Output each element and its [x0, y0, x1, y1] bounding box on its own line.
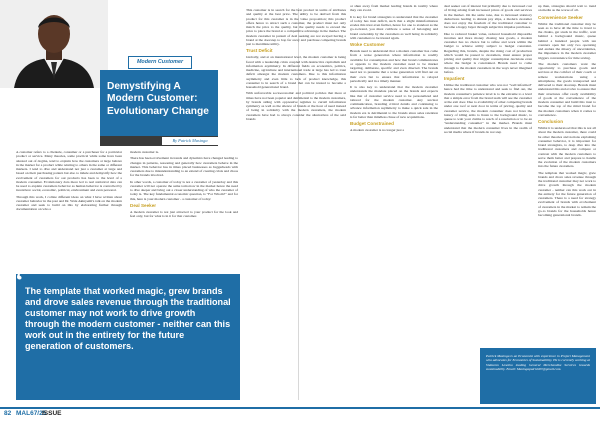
section-heading-woke-customer: Woke Customer [350, 42, 385, 47]
body-paragraph: In other words, a customer of today is not a customer of yesterday and this customer will not operate the same tomorrow in the market hence the need to dive deeper and bring out a closer understanding of who the customer of today is. The key fundamental economic question, is "For Whom?" and for this, here is your modern customer - a customer of today: [130, 179, 238, 201]
author-portrait-image [0, 0, 108, 88]
body-paragraph: A customer refers to a clientele, consumer or a purchaser for a particular product or service. Many theories, some practical while some have been attested out of dogma, tend to explain how the customers at large behave in the market for a product while relating to others in the same or different markets. I tend to dive and understand not just a customer at large and based on their purchasing pattern but also to inhale and demystify how the evolvement of customers for our products has been to the level of a modern consumer. Evolutionary data more led to real statistical data can be used to explain customers behavior as human behavior is controlled by incentives: social, economic, political, environment and even personal. [16, 150, 122, 193]
column-4 [350, 4, 438, 404]
footer-rule [0, 407, 600, 409]
title-box [100, 70, 218, 136]
body-paragraph: The modern customers want the opportunity to purchase goods and services at the comfort of their couch or remote workstations using a smartphone, the goods transported and delivered to their doorstep. Brands must understand this and evolve to ensure that their structures offer ready availability of goods at the convenience of the modern consumer and build this trust to become the top of the mind brand for the modern customers when it comes to convenience. [538, 61, 596, 117]
column-6-body [538, 4, 596, 344]
magazine-name: MAL67/25 [16, 410, 47, 417]
body-paragraph: There has been evolvement in trends and dynamics have changed leading to changes in patterns, reasoning and generally how customers behave in the market. This behavior has in times placed businesses as Juggerheads with customers due to misunderstanding to an extend of creating crisis and chaos for the brands involved. [130, 156, 238, 178]
body-paragraph: A modern customer is not just attracted to your product for the look and feel only, but for what is in it for that customer. [130, 209, 238, 218]
section-heading: Conclusion [538, 119, 564, 124]
byline: By Patrick Masinga [162, 137, 218, 145]
author-note: Patrick Masinga is an Economist with experience in Project Management who advocates for Economics of Sustainability. He is currently working at Vodacom Lesotho leading General Merchandise Services towards sustainability. Email: Masingapatrick87@gmail.com. [486, 354, 590, 371]
body-paragraph: up then, strategies should wait to trend on media as the worse of all. [538, 4, 596, 13]
body-paragraph: This customer is in search for the best product in terms of attributes and quality at the best price. The utility to be derived from this product for this customer is in the value proposition; this product offers hence to attract such a customer, the product must not only match the price to the quality, but the quality needs to exceed the price to place the brand at a competitive advantage in the market. The modern customer in pursuit of deal seeking are not swayed having a brand at the doorstep to bop far away and purchase competing brands just to maximize utility. [246, 8, 346, 46]
pull-quote-box [16, 274, 240, 400]
column-1 [16, 150, 122, 270]
body-paragraph: or shun away from market leading brands in totality where they can avoid. [350, 4, 438, 13]
section-heading-deal-seeker: Deal Seeker [130, 202, 157, 208]
article-title: Demystifying A Modern Customer: Evolutionary Change [107, 81, 209, 117]
body-paragraph: Due to reduced basket value, reduced household disposable incomes and more money chasing less goods, a modern customer has no choice but to refine and work within the budget to achieve utility subject to budget constraint. Regarding this, brands, despite the rising cost of production which would be passed to customers, must ensure proper pricing and quality that trigger consumption decisions even where the budget is constrained. Brands need to come through to the modern customers in the ways never imagined before. [444, 31, 532, 74]
body-paragraph: It is key for brand strategists to understand that the customer of today has trust deficit, such that a slight misinformation erodes this trust even further, hence for one to standout as the go-to-brand, you must cultivate a sense of belonging and brand ownership by the customers as well being in solidarity with customers to be trusted again. [350, 14, 438, 40]
body-paragraph: Whilst it is understood that this is not all about the modern customer, there could be other theories and notions explaining consumer behavior, it is important for brand strategists, to deep dive into the traditional customers and compare or contrast with the modern customers to serve them better and prepare to handle the evolution of the modern customers into the future customers. [538, 126, 596, 169]
body-paragraph: The template that worked magic, grew brands and drove sales revenue through the traditional customer may not work to drive growth through the modern customer - neither can this work out in the entirety for the future generation of customers. There is a need for strategy evolvement of brands with evolvement of customers in the market to remain the go-to brands for the households hence becoming generational brands. [538, 170, 596, 217]
section-heading: Convenience Seeker [538, 14, 583, 20]
body-paragraph: Brands need to understand that a modern customer has come from a woke generation where information is readily available for consumption and how that brand communicates or appeals to the modern customer need to be market targeting, deliberate, specific and even directed. The brands need not to presume that a woke generation will find out on their own but to ensure that information is relayed periodically and in a timely manner. [350, 49, 438, 83]
author-photo [0, 0, 108, 88]
issue-label: ISSUE [42, 410, 62, 417]
column-3 [246, 8, 346, 404]
column-2 [130, 150, 238, 272]
body-paragraph: It is also key to understand that the modern customer understands the mandate placed on the brands and expects like that of customer service need to be personalized and tailored for the modern customer. Any unclear communication, branding critical details and continuing to advance information asymmetry to make a quick sale in the modern era is detrimental to the brands since sales retention is far better than mindless chase of new acquisitions. [350, 85, 438, 119]
body-paragraph: Globally, and at an international level, the modern customer is being faced with a leadership crisis coupled with destructive capitalism and information asymmetry. In different fields on economics, politics, medicine, agriculture and international trade at large has led to trust deficit amongst the modern customers. Due to this information asymmetry and even little to lack of product knowledge, this consumer is in search of a brand that can be trusted to become a household generational brand. [246, 55, 346, 89]
section-heading-impatient: Impatient [444, 76, 465, 81]
body-paragraph: Unlike the traditional customer who was not "well informed" hence had the time to understand and seek to find out, the modern consumer's patience level is to the extreme to a level that a simple error from the brand team will see the customer at the exit door. Due to availability of other competing brands under one roof or next door in terms of pricing, quality and customer service, the modern consumer does not have the luxury of idling arms to listen to the background music, to queue to wait your claims to reach of a resolution or to be an "understanding consumer" in the market. Brands must understand that the modern consumer lives in the realm of social media where if brands do not step [444, 83, 532, 134]
body-paragraph: With unfavorable socioeconomic and political policies that more at times have not been popular and detrimental to the modern customers, by brands siding with oppressive regimes to curtail information symmetry as well as the silence of brands at the hour of need instead of being in solidarity with the modern customers, the modern customers have had to always consider the alternatives of the said brands [246, 91, 346, 121]
section-heading-budget-constrained: Budget Constrained [350, 121, 394, 126]
body-paragraph: Through this work, I collate different ideas on what I have written about customer behavior in the past and Dr. Wale Akinyemi's talk on the modern customer and seek to build on this by elaborating further through documentation on who a [16, 194, 122, 212]
section-heading-trust-deficit: Trust Deficit [246, 48, 273, 54]
pull-quote: The template that worked magic, grew brands and drove sales revenue through the traditional customer may not work to drive growth through the modern customer - neither can this work out in the entirety for the future generation of customers. [25, 286, 231, 351]
quote-mark-icon: “ [10, 266, 23, 295]
author-note-box [480, 348, 596, 404]
body-paragraph: A modern customer is no longer just a [350, 128, 405, 132]
body-paragraph: Whilst the traditional customer may be seen as to have all the time to travel to the chains, get stuck in the traffic, wait behind a background music, queue behind a hundred people with ten counters open but only two operating and endure the misery of uncertainties, the impatience in the modern customer triggers convenience for time saving. [538, 21, 596, 60]
page-number: 82 [4, 410, 12, 417]
category-tag: Modern Customer [128, 56, 192, 69]
body-paragraph: deal seeker out of interest but primarily due to increased cost of living arising from increased prices of goods and services in the market. On the same tone, due to increased statutory deductions leading to shrunk pay slips, a modern customer does not enjoy the freedom of the traditional customer to become a happy buyer through subjective impulse purchases. [444, 4, 532, 30]
body-paragraph: modern customer is. [130, 150, 159, 154]
